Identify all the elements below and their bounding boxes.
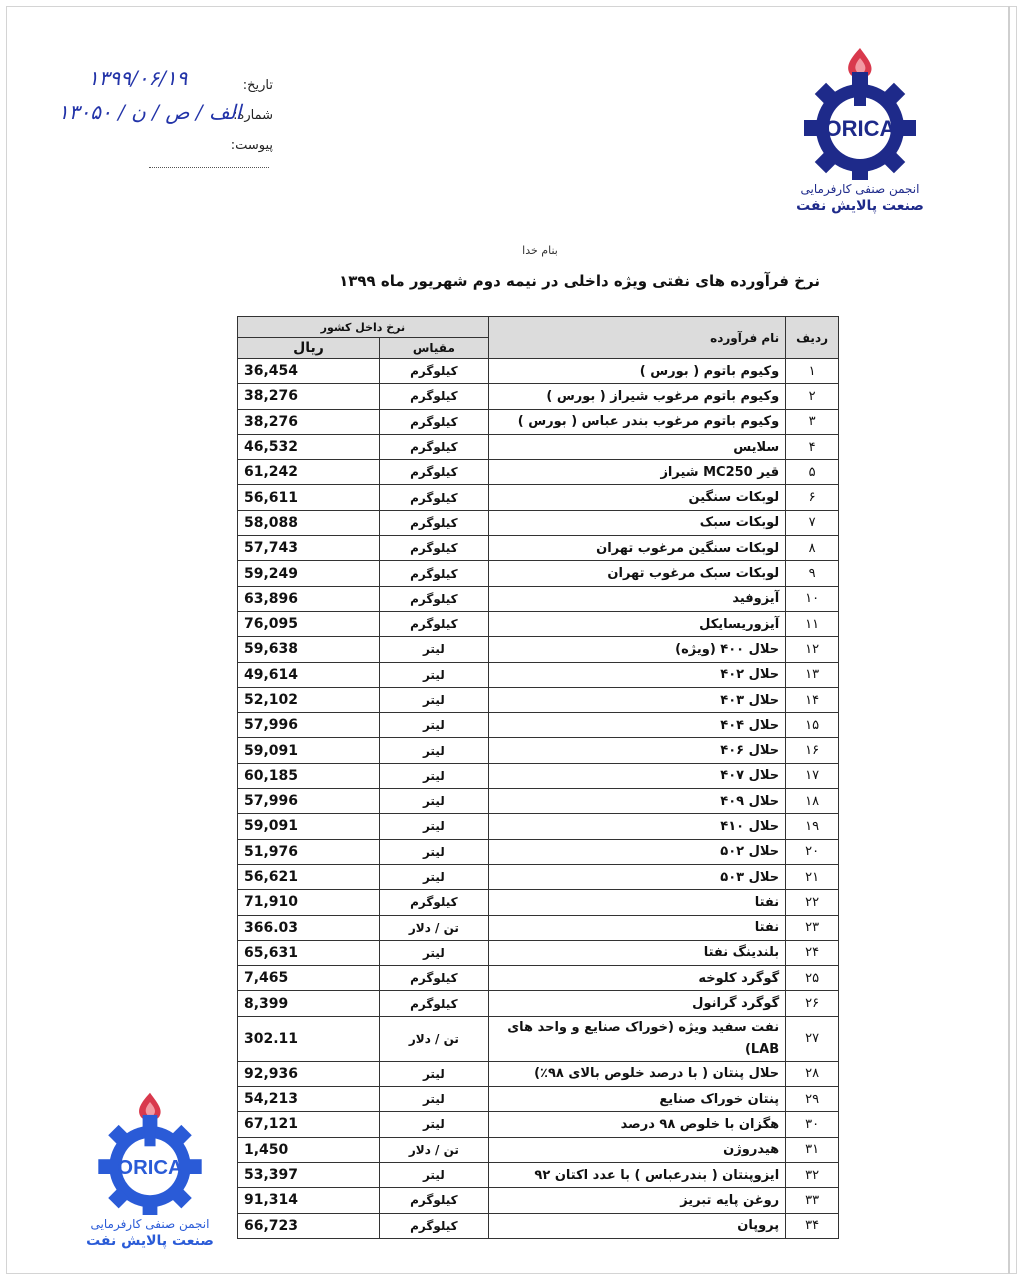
unit: کیلوگرم — [379, 561, 488, 586]
unit: تن / دلار — [379, 915, 488, 940]
org-name-line2: صنعت پالایش نفت — [796, 198, 924, 214]
table-row — [238, 561, 839, 586]
price: 59,091 — [238, 738, 380, 763]
table-row — [238, 637, 839, 662]
row-index: ۳۴ — [786, 1213, 839, 1238]
price: 92,936 — [238, 1061, 380, 1086]
row-index: ۱۷ — [786, 763, 839, 788]
price: 57,996 — [238, 789, 380, 814]
product-name: حلال پنتان ( با درصد خلوص بالای ۹۸٪) — [488, 1061, 785, 1086]
unit: لیتر — [379, 864, 488, 889]
unit: کیلوگرم — [379, 485, 488, 510]
row-index: ۷ — [786, 510, 839, 535]
table-row — [238, 713, 839, 738]
row-index: ۱۶ — [786, 738, 839, 763]
col-header-group: نرخ داخل کشور — [238, 317, 489, 338]
row-index: ۹ — [786, 561, 839, 586]
table-row — [238, 1016, 839, 1061]
table-row — [238, 839, 839, 864]
col-header-row: ردیف — [786, 317, 839, 359]
unit: لیتر — [379, 1162, 488, 1187]
table-row — [238, 1137, 839, 1162]
page-title: نرخ فرآورده های نفتی ویژه داخلی در نیمه دوم شهریور ماه ۱۳۹۹ — [339, 272, 820, 290]
table-row — [238, 1188, 839, 1213]
number-label: شماره: — [233, 108, 273, 123]
unit: لیتر — [379, 789, 488, 814]
date-handwritten: ۱۳۹۹/۰۶/۱۹ — [88, 66, 188, 90]
price: 52,102 — [238, 687, 380, 712]
unit: لیتر — [379, 687, 488, 712]
row-index: ۱۰ — [786, 586, 839, 611]
unit: لیتر — [379, 637, 488, 662]
unit: کیلوگرم — [379, 510, 488, 535]
table-row — [238, 611, 839, 636]
product-name: حلال ۴۰۰ (ویژه) — [488, 637, 785, 662]
org-name-line1: انجمن صنفی کارفرمایی — [800, 182, 920, 196]
product-name: حلال ۴۰۶ — [488, 738, 785, 763]
unit: کیلوگرم — [379, 409, 488, 434]
product-name: سلایس — [488, 434, 785, 459]
date-label: تاریخ: — [242, 78, 273, 93]
price: 56,611 — [238, 485, 380, 510]
col-header-unit: مقیاس — [379, 338, 488, 359]
price: 65,631 — [238, 940, 380, 965]
price: 1,450 — [238, 1137, 380, 1162]
product-name: نفت سفید ویژه (خوراک صنایع و واحد های LAB) — [488, 1016, 785, 1061]
product-name: نفتا — [488, 890, 785, 915]
table-row — [238, 485, 839, 510]
table-row — [238, 460, 839, 485]
product-name: ایزوپنتان ( بندرعباس ) با عدد اکتان ۹۲ — [488, 1162, 785, 1187]
table-row — [238, 536, 839, 561]
price: 366.03 — [238, 915, 380, 940]
unit: کیلوگرم — [379, 359, 488, 384]
row-index: ۳۲ — [786, 1162, 839, 1187]
table-row — [238, 789, 839, 814]
row-index: ۱۴ — [786, 687, 839, 712]
table-row — [238, 1112, 839, 1137]
product-name: وکیوم باتوم ( بورس ) — [488, 359, 785, 384]
table-row — [238, 890, 839, 915]
row-index: ۶ — [786, 485, 839, 510]
unit: کیلوگرم — [379, 434, 488, 459]
price: 59,638 — [238, 637, 380, 662]
unit: تن / دلار — [379, 1137, 488, 1162]
unit: کیلوگرم — [379, 1188, 488, 1213]
svg-text:ORICA: ORICA — [117, 1157, 183, 1179]
unit: لیتر — [379, 763, 488, 788]
price: 71,910 — [238, 890, 380, 915]
unit: کیلوگرم — [379, 586, 488, 611]
price: 8,399 — [238, 991, 380, 1016]
table-row — [238, 1162, 839, 1187]
price-table — [237, 316, 839, 1239]
table-row — [238, 1087, 839, 1112]
price: 63,896 — [238, 586, 380, 611]
product-name: لوبکات سنگین مرغوب تهران — [488, 536, 785, 561]
unit: تن / دلار — [379, 1016, 488, 1061]
unit: کیلوگرم — [379, 611, 488, 636]
org-logo-top — [790, 40, 930, 230]
price: 38,276 — [238, 384, 380, 409]
unit: لیتر — [379, 713, 488, 738]
price: 59,091 — [238, 814, 380, 839]
price: 51,976 — [238, 839, 380, 864]
price: 57,743 — [238, 536, 380, 561]
row-index: ۲۹ — [786, 1087, 839, 1112]
product-name: حلال ۴۰۳ — [488, 687, 785, 712]
price: 53,397 — [238, 1162, 380, 1187]
table-row — [238, 359, 839, 384]
row-index: ۱۱ — [786, 611, 839, 636]
price: 91,314 — [238, 1188, 380, 1213]
unit: لیتر — [379, 1061, 488, 1086]
product-name: پنتان خوراک صنایع — [488, 1087, 785, 1112]
price: 302.11 — [238, 1016, 380, 1061]
row-index: ۲۲ — [786, 890, 839, 915]
table-row — [238, 409, 839, 434]
row-index: ۱۹ — [786, 814, 839, 839]
unit: لیتر — [379, 839, 488, 864]
price: 76,095 — [238, 611, 380, 636]
page-edge — [1008, 6, 1010, 1274]
row-index: ۲۴ — [786, 940, 839, 965]
unit: کیلوگرم — [379, 536, 488, 561]
unit: کیلوگرم — [379, 890, 488, 915]
product-name: حلال ۴۰۷ — [488, 763, 785, 788]
product-name: لوبکات سبک — [488, 510, 785, 535]
row-index: ۴ — [786, 434, 839, 459]
row-index: ۳۳ — [786, 1188, 839, 1213]
unit: کیلوگرم — [379, 1213, 488, 1238]
table-row — [238, 586, 839, 611]
table-row — [238, 763, 839, 788]
row-index: ۲۰ — [786, 839, 839, 864]
table-row — [238, 940, 839, 965]
price: 61,242 — [238, 460, 380, 485]
product-name: لوبکات سبک مرغوب تهران — [488, 561, 785, 586]
unit: کیلوگرم — [379, 991, 488, 1016]
unit: لیتر — [379, 1112, 488, 1137]
org-logo-bottom — [80, 1085, 220, 1265]
table-row — [238, 966, 839, 991]
unit: لیتر — [379, 814, 488, 839]
table-row — [238, 1061, 839, 1086]
table-row — [238, 662, 839, 687]
org-name-line2-bottom: صنعت پالایش نفت — [86, 1233, 214, 1249]
row-index: ۲۷ — [786, 1016, 839, 1061]
price: 46,532 — [238, 434, 380, 459]
product-name: حلال ۴۱۰ — [488, 814, 785, 839]
table-row — [238, 687, 839, 712]
row-index: ۲۶ — [786, 991, 839, 1016]
table-row — [238, 814, 839, 839]
table-row — [238, 864, 839, 889]
product-name: لوبکات سنگین — [488, 485, 785, 510]
row-index: ۱۳ — [786, 662, 839, 687]
row-index: ۱۵ — [786, 713, 839, 738]
price: 38,276 — [238, 409, 380, 434]
attachment-dots — [149, 155, 269, 168]
product-name: پروپان — [488, 1213, 785, 1238]
product-name: حلال ۵۰۳ — [488, 864, 785, 889]
col-header-price: ریال — [238, 338, 380, 359]
row-index: ۱ — [786, 359, 839, 384]
price: 59,249 — [238, 561, 380, 586]
row-index: ۳۰ — [786, 1112, 839, 1137]
svg-text:ORICA: ORICA — [824, 116, 896, 141]
number-handwritten: ۱۳۰۵۰ / الف / ص / ن — [58, 100, 242, 124]
unit: لیتر — [379, 940, 488, 965]
table-row — [238, 434, 839, 459]
unit: لیتر — [379, 738, 488, 763]
row-index: ۵ — [786, 460, 839, 485]
row-index: ۲۱ — [786, 864, 839, 889]
unit: کیلوگرم — [379, 460, 488, 485]
bismillah: بنام خدا — [522, 244, 558, 257]
product-name: هگزان با خلوص ۹۸ درصد — [488, 1112, 785, 1137]
product-name: حلال ۵۰۲ — [488, 839, 785, 864]
unit: کیلوگرم — [379, 966, 488, 991]
table-row — [238, 738, 839, 763]
table-row — [238, 915, 839, 940]
table-row — [238, 384, 839, 409]
row-index: ۲۵ — [786, 966, 839, 991]
product-name: نفتا — [488, 915, 785, 940]
product-name: گوگرد کلوخه — [488, 966, 785, 991]
product-name: آیزوفید — [488, 586, 785, 611]
price: 7,465 — [238, 966, 380, 991]
price: 56,621 — [238, 864, 380, 889]
unit: لیتر — [379, 662, 488, 687]
table-row — [238, 1213, 839, 1238]
price: 36,454 — [238, 359, 380, 384]
product-name: حلال ۴۰۲ — [488, 662, 785, 687]
price: 58,088 — [238, 510, 380, 535]
row-index: ۲ — [786, 384, 839, 409]
product-name: گوگرد گرانول — [488, 991, 785, 1016]
row-index: ۸ — [786, 536, 839, 561]
row-index: ۱۸ — [786, 789, 839, 814]
product-name: روغن پایه تبریز — [488, 1188, 785, 1213]
attachment-label: پیوست: — [230, 138, 273, 153]
col-header-name: نام فرآورده — [488, 317, 785, 359]
product-name: حلال ۴۰۴ — [488, 713, 785, 738]
orica-gear-icon — [795, 40, 925, 180]
product-name: حلال ۴۰۹ — [488, 789, 785, 814]
price-table-body — [238, 359, 839, 1239]
unit: کیلوگرم — [379, 384, 488, 409]
row-index: ۲۸ — [786, 1061, 839, 1086]
product-name: بلندینگ نفتا — [488, 940, 785, 965]
price: 54,213 — [238, 1087, 380, 1112]
product-name: وکیوم باتوم مرغوب شیراز ( بورس ) — [488, 384, 785, 409]
product-name: قیر MC250 شیراز — [488, 460, 785, 485]
attachment-field — [128, 138, 273, 168]
table-row — [238, 510, 839, 535]
price: 49,614 — [238, 662, 380, 687]
price: 67,121 — [238, 1112, 380, 1137]
product-name: آیزوریسایکل — [488, 611, 785, 636]
unit: لیتر — [379, 1087, 488, 1112]
org-name-line1-bottom: انجمن صنفی کارفرمایی — [90, 1217, 210, 1231]
table-row — [238, 991, 839, 1016]
row-index: ۲۳ — [786, 915, 839, 940]
row-index: ۳۱ — [786, 1137, 839, 1162]
row-index: ۱۲ — [786, 637, 839, 662]
orica-gear-icon — [90, 1085, 210, 1215]
price: 60,185 — [238, 763, 380, 788]
price: 66,723 — [238, 1213, 380, 1238]
product-name: وکیوم باتوم مرغوب بندر عباس ( بورس ) — [488, 409, 785, 434]
product-name: هیدروژن — [488, 1137, 785, 1162]
price: 57,996 — [238, 713, 380, 738]
row-index: ۳ — [786, 409, 839, 434]
